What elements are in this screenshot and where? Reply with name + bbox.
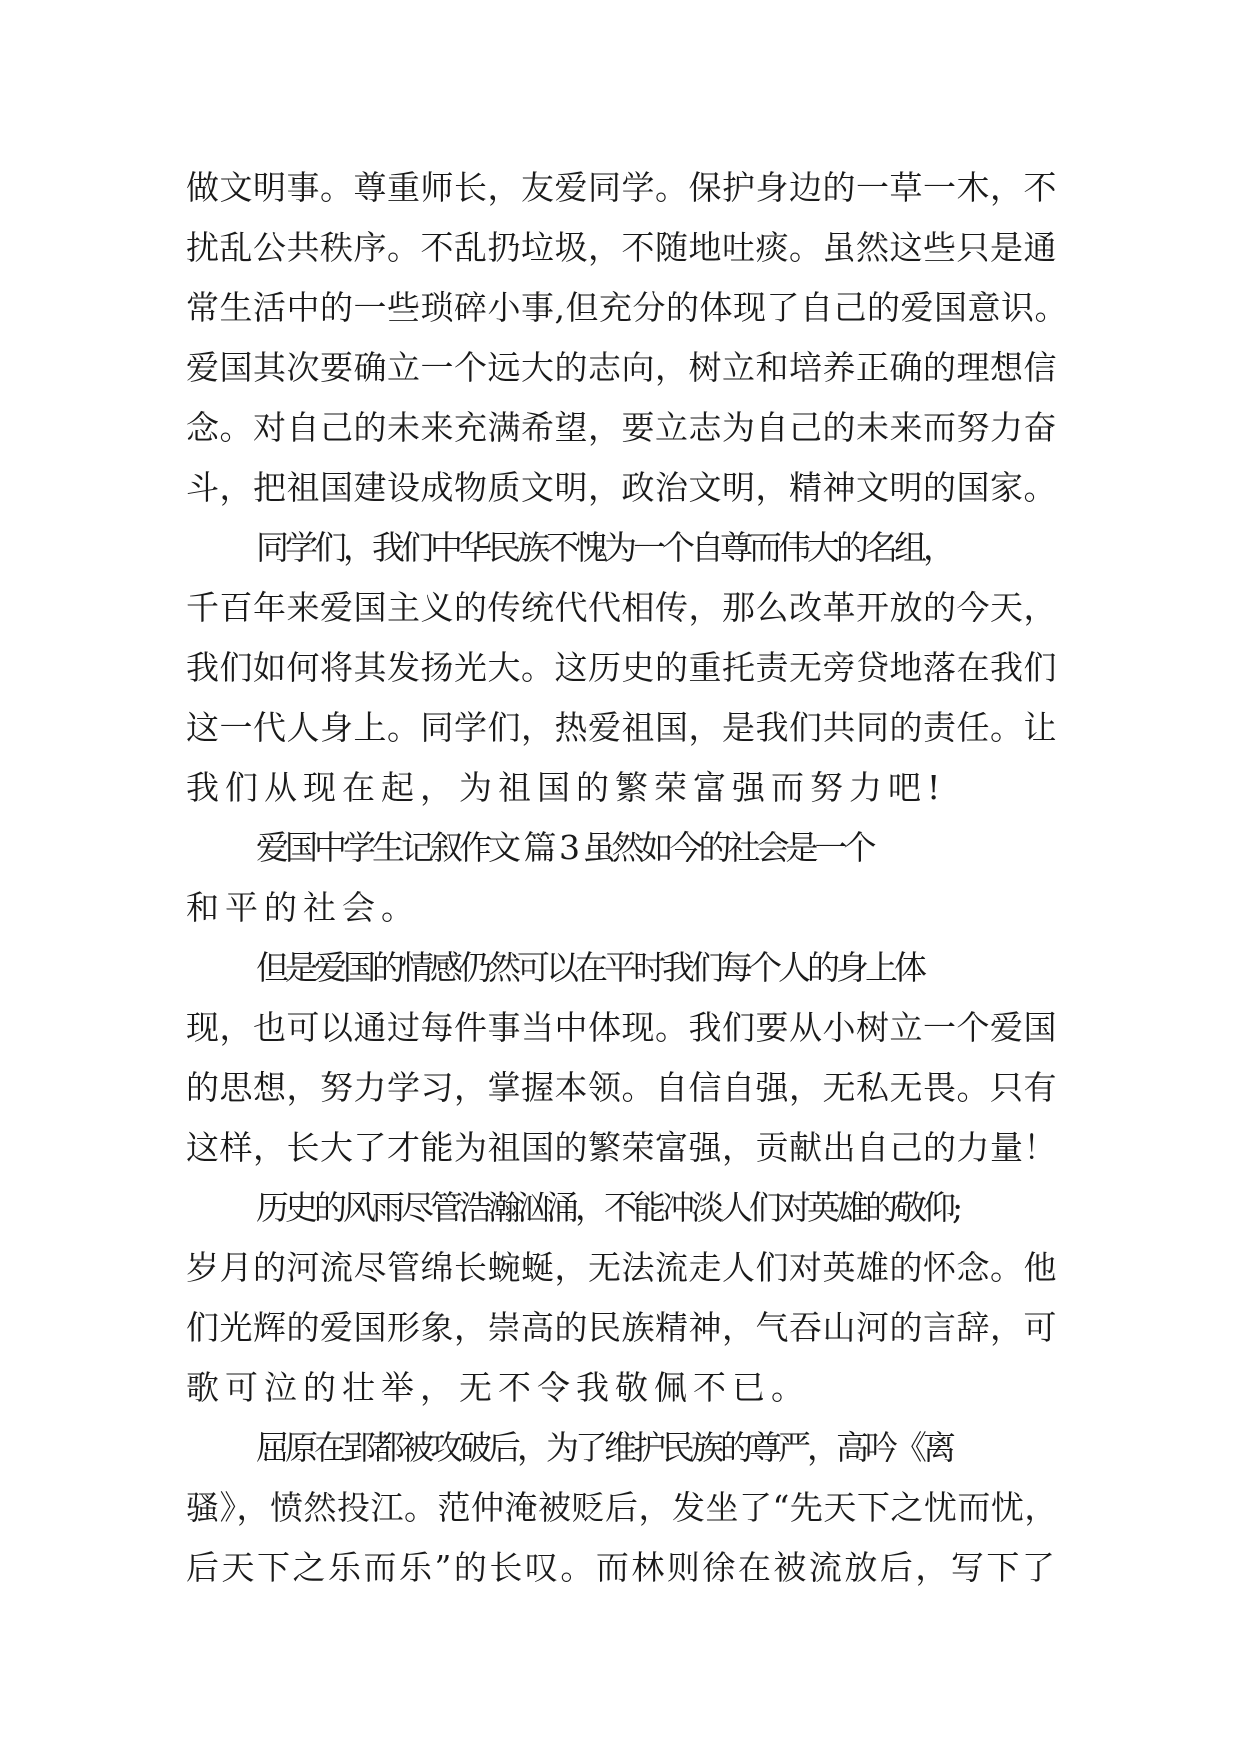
text-line: 骚》，愤然投江。范仲淹被贬后，发坐了“先天下之忧而忧， — [186, 1488, 1058, 1527]
text-line: 岁月的河流尽管绵长蜿蜒，无法流走人们对英雄的怀念。他 — [186, 1248, 1057, 1287]
text-line: 斗，把祖国建设成物质文明，政治文明，精神文明的国家。 — [186, 468, 1057, 507]
text-line: 这一代人身上。同学们，热爱祖国，是我们共同的责任。让 — [186, 708, 1057, 747]
text-line: 历史的风雨尽管浩瀚汹涌，不能冲淡人们对英雄的敬仰; — [256, 1188, 960, 1227]
text-line: 歌可泣的壮举，无不令我敬佩不已。 — [186, 1368, 810, 1407]
text-line: 千百年来爱国主义的传统代代相传，那么改革开放的今天， — [186, 588, 1057, 627]
text-line: 爱国其次要确立一个远大的志向，树立和培养正确的理想信 — [186, 348, 1057, 387]
body-text — [186, 158, 1066, 1598]
text-line: 同学们，我们中华民族不愧为一个自尊而伟大的名组， — [256, 528, 952, 567]
text-line: 扰乱公共秩序。不乱扔垃圾，不随地吐痰。虽然这些只是通 — [186, 228, 1057, 267]
text-line: 常生活中的一些琐碎小事,但充分的体现了自己的爱国意识。 — [186, 288, 1068, 327]
text-line: 我们如何将其发扬光大。这历史的重托责无旁贷地落在我们 — [186, 648, 1057, 687]
text-line: 念。对自己的未来充满希望，要立志为自己的未来而努力奋 — [186, 408, 1057, 447]
text-line: 屈原在郢都被攻破后，为了维护民族的尊严，高吟《离 — [256, 1428, 952, 1467]
text-line: 的思想，努力学习，掌握本领。自信自强，无私无畏。只有 — [186, 1068, 1057, 1107]
text-line: 们光辉的爱国形象，崇高的民族精神，气吞山河的言辞，可 — [186, 1308, 1057, 1347]
text-line: 做文明事。尊重师长，友爱同学。保护身边的一草一木，不 — [186, 168, 1057, 207]
text-line: 我们从现在起，为祖国的繁荣富强而努力吧! — [186, 768, 947, 807]
text-line: 后天下之乐而乐”的长叹。而林则徐在被流放后，写下了 — [186, 1548, 1058, 1587]
text-line: 和平的社会。 — [186, 888, 420, 927]
text-line: 但是爱国的情感仍然可以在平时我们每个人的身上体 — [256, 948, 923, 987]
text-line: 这样，长大了才能为祖国的繁荣富强，贡献出自己的力量！ — [186, 1128, 1057, 1167]
text-line: 爱国中学生记叙作文 篇 3 虽然如今的社会是一个 — [256, 828, 873, 867]
text-line: 现，也可以通过每件事当中体现。我们要从小树立一个爱国 — [186, 1008, 1057, 1047]
